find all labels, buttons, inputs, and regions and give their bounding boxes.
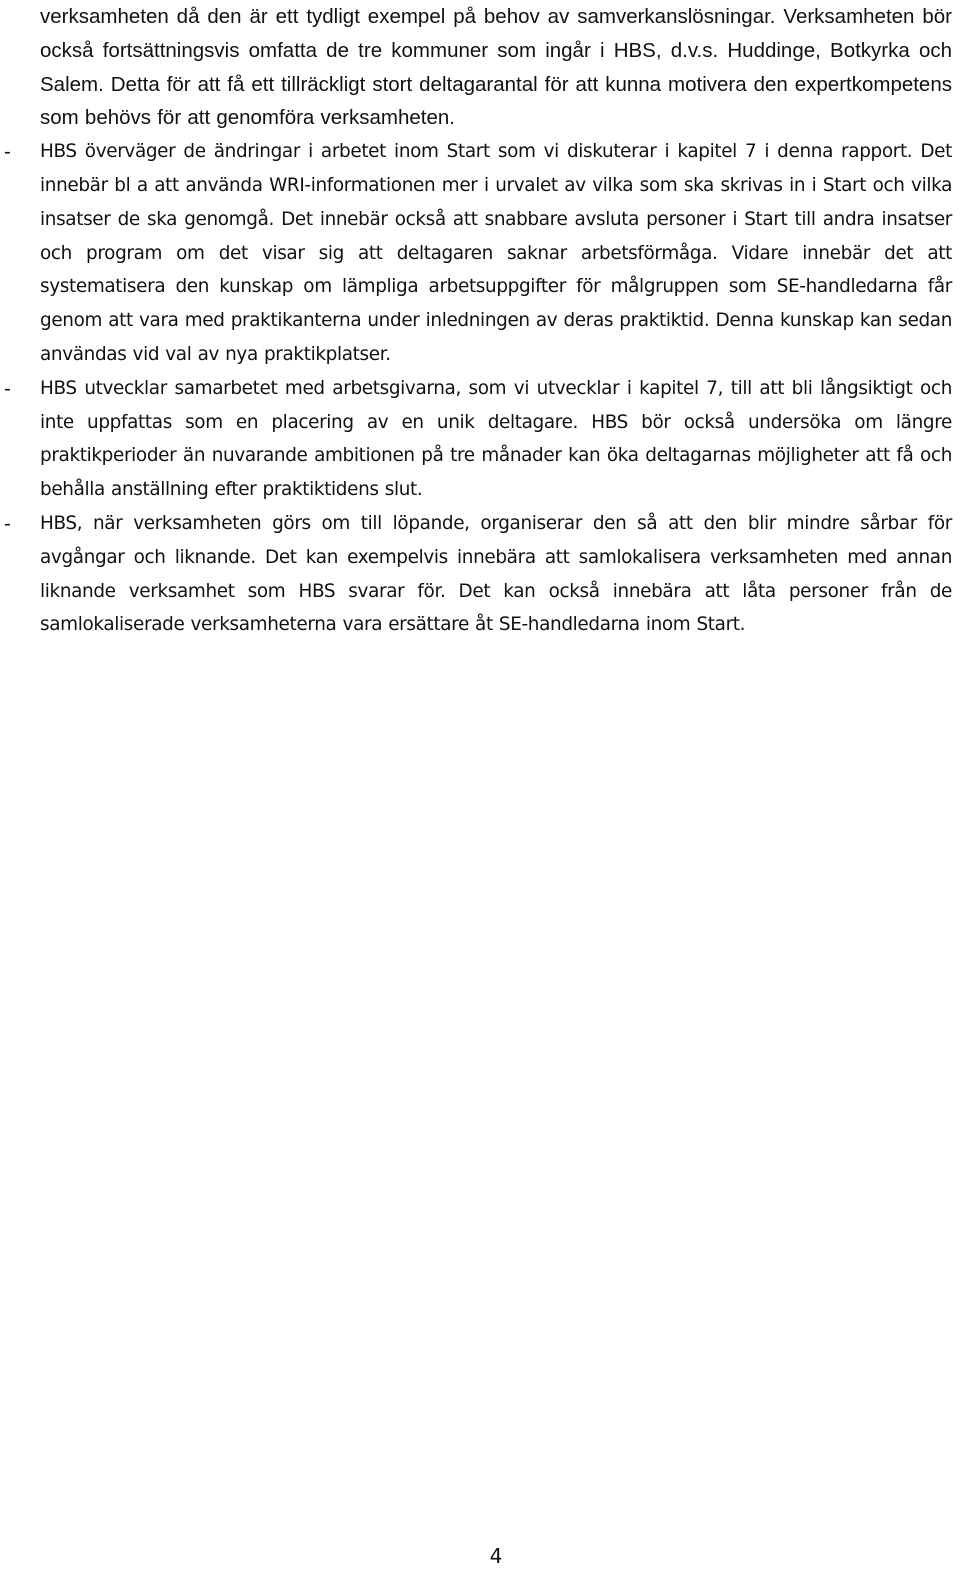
- list-item-text: HBS, när verksamheten görs om till löpande, organiserar den så att den blir mindre sårbar för avgångar och liknande. Det kan exempelvis innebära att samlokalisera verksamheten med annan liknande verksamhet som HBS svarar för. Det kan också innebära att låta personer från de samlokaliserade verksamheterna vara ersättare åt SE-handledarna inom Start.: [40, 512, 952, 636]
- list-item-text: HBS överväger de ändringar i arbetet inom Start som vi diskuterar i kapitel 7 i denna rapport. Det innebär bl a att använda WRI-informationen mer i urvalet av vilka som ska skrivas in i Start och vilka insatser de ska genomgå. Det innebär också att snabbare avsluta personer i Start till andra insatser och program om det visar sig att deltagaren saknar arbetsförmåga. Vidare innebär det att systematisera den kunskap om lämpliga arbetsuppgifter för målgruppen som SE-handledarna får genom att vara med praktikanterna under inledningen av deras praktiktid. Denna kunskap kan sedan användas vid val av nya praktikplatser.: [40, 141, 952, 365]
- list-item-text: HBS utvecklar samarbetet med arbetsgivarna, som vi utvecklar i kapitel 7, till att bli långsiktigt och inte uppfattas som en placering av en unik deltagare. HBS bör också undersöka om längre praktikperioder än nuvarande ambitionen på tre månader kan öka deltagarnas möjligheter att få och behålla anställning efter praktiktidens slut.: [40, 377, 952, 501]
- list-item: [4, 372, 952, 507]
- list-item: [4, 135, 952, 372]
- list-item: [4, 507, 952, 642]
- bullet-marker: -: [4, 376, 11, 400]
- page-body: [4, 0, 952, 642]
- bullet-marker: -: [4, 511, 11, 535]
- bullet-marker: -: [4, 140, 11, 164]
- page-number: 4: [489, 1544, 503, 1568]
- intro-paragraph: verksamheten då den är ett tydligt exempel på behov av samverkanslösningar. Verksamheten bör också fortsättningsvis omfatta de tre kommuner som ingår i HBS, d.v.s. Huddinge, Botkyrka och Salem. Detta för att få ett tillräckligt stort deltagarantal för att kunna motivera den expertkompetens som behövs för att genomföra verksamheten.: [40, 5, 952, 130]
- recommendation-list: [4, 135, 952, 642]
